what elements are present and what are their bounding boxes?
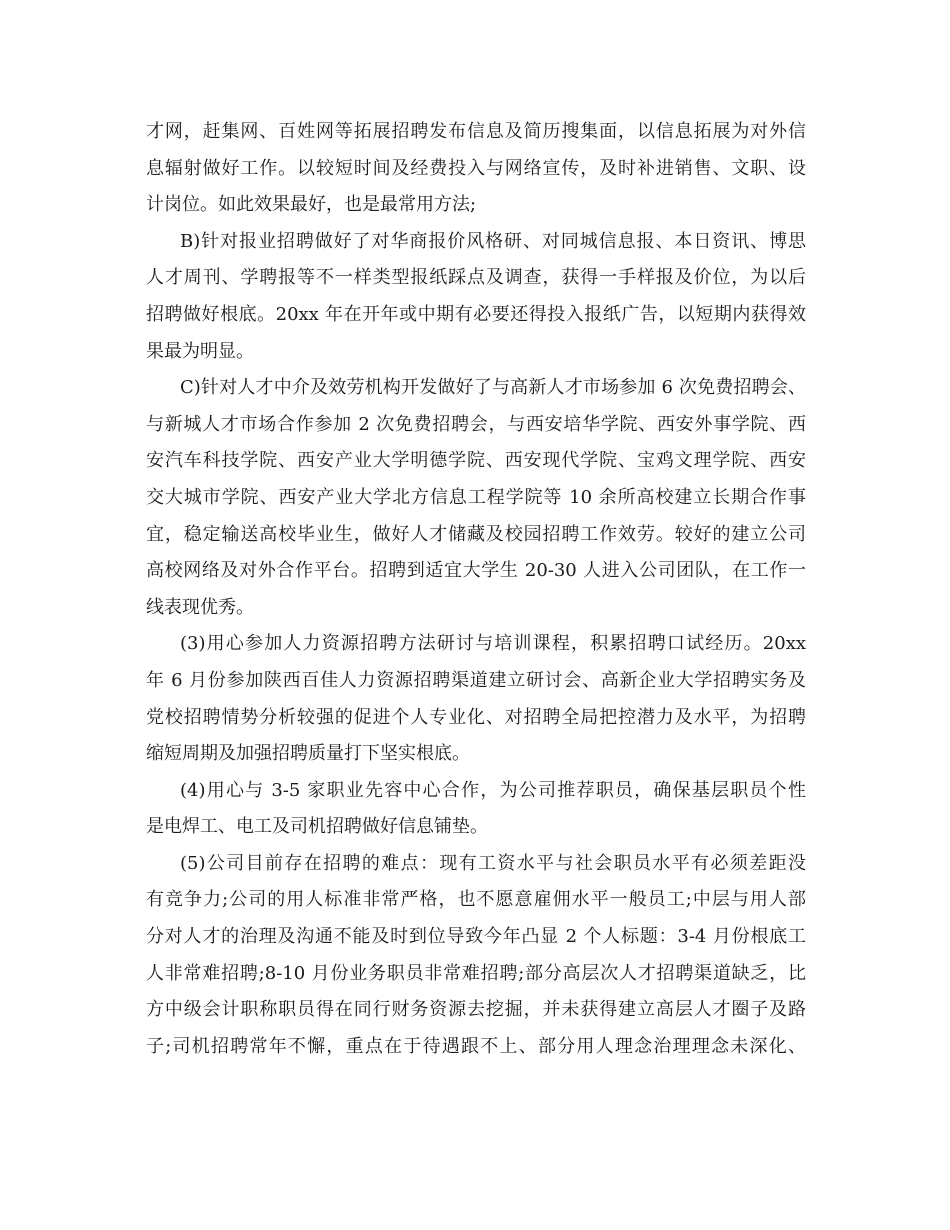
text-line: 交大城市学院、西安产业大学北方信息工程学院等 10 余所高校建立长期合作事	[146, 486, 806, 508]
text-line: 与新城人才市场合作参加 2 次免费招聘会，与西安培华学院、西安外事学院、西	[146, 413, 806, 435]
document-body	[146, 114, 806, 1065]
text-line: 子;司机招聘常年不懈，重点在于待遇跟不上、部分用人理念治理理念未深化、	[146, 1035, 806, 1057]
text-line: 宜，稳定输送高校毕业生，做好人才储藏及校园招聘工作效劳。较好的建立公司	[146, 523, 806, 545]
text-line: 方中级会计职称职员得在同行财务资源去挖掘，并未获得建立高层人才圈子及路	[146, 999, 806, 1021]
text-line: (5)公司目前存在招聘的难点：现有工资水平与社会职员水平有必须差距没	[180, 852, 806, 874]
text-line: 有竞争力;公司的用人标准非常严格，也不愿意雇佣水平一般员工;中层与用人部	[146, 889, 806, 911]
text-line: 人才周刊、学聘报等不一样类型报纸踩点及调查，获得一手样报及价位，为以后	[146, 267, 806, 289]
text-line: 年 6 月份参加陕西百佳人力资源招聘渠道建立研讨会、高新企业大学招聘实务及	[146, 669, 806, 691]
text-line: 人非常难招聘;8-10 月份业务职员非常难招聘;部分高层次人才招聘渠道缺乏，比	[146, 962, 806, 984]
text-line: C)针对人才中介及效劳机构开发做好了与高新人才市场参加 6 次免费招聘会、	[180, 377, 806, 399]
text-line: 安汽车科技学院、西安产业大学明德学院、西安现代学院、宝鸡文理学院、西安	[146, 450, 806, 472]
text-line: 分对人才的治理及沟通不能及时到位导致今年凸显 2 个人标题：3-4 月份根底工	[146, 926, 806, 948]
text-line: 是电焊工、电工及司机招聘做好信息铺垫。	[146, 816, 488, 838]
text-line: 计岗位。如此效果最好，也是最常用方法;	[146, 194, 477, 216]
text-line: (3)用心参加人力资源招聘方法研讨与培训课程，积累招聘口试经历。20xx	[180, 633, 806, 655]
text-line: 高校网络及对外合作平台。招聘到适宜大学生 20-30 人进入公司团队，在工作一	[146, 560, 806, 582]
text-line: 息辐射做好工作。以较短时间及经费投入与网络宣传，及时补进销售、文职、设	[146, 157, 806, 179]
text-line: 线表现优秀。	[146, 596, 254, 618]
text-line: 党校招聘情势分析较强的促进个人专业化、对招聘全局把控潜力及水平，为招聘	[146, 706, 806, 728]
text-line: 果最为明显。	[146, 340, 254, 362]
text-line: 招聘做好根底。20xx 年在开年或中期有必要还得投入报纸广告，以短期内获得效	[146, 303, 806, 325]
text-line: (4)用心与 3-5 家职业先容中心合作，为公司推荐职员，确保基层职员个性	[180, 779, 806, 801]
text-line: 才网，赶集网、百姓网等拓展招聘发布信息及简历搜集面，以信息拓展为对外信	[146, 121, 806, 142]
text-line: 缩短周期及加强招聘质量打下坚实根底。	[146, 743, 470, 765]
text-line: B)针对报业招聘做好了对华商报价风格研、对同城信息报、本日资讯、博思	[180, 230, 806, 252]
